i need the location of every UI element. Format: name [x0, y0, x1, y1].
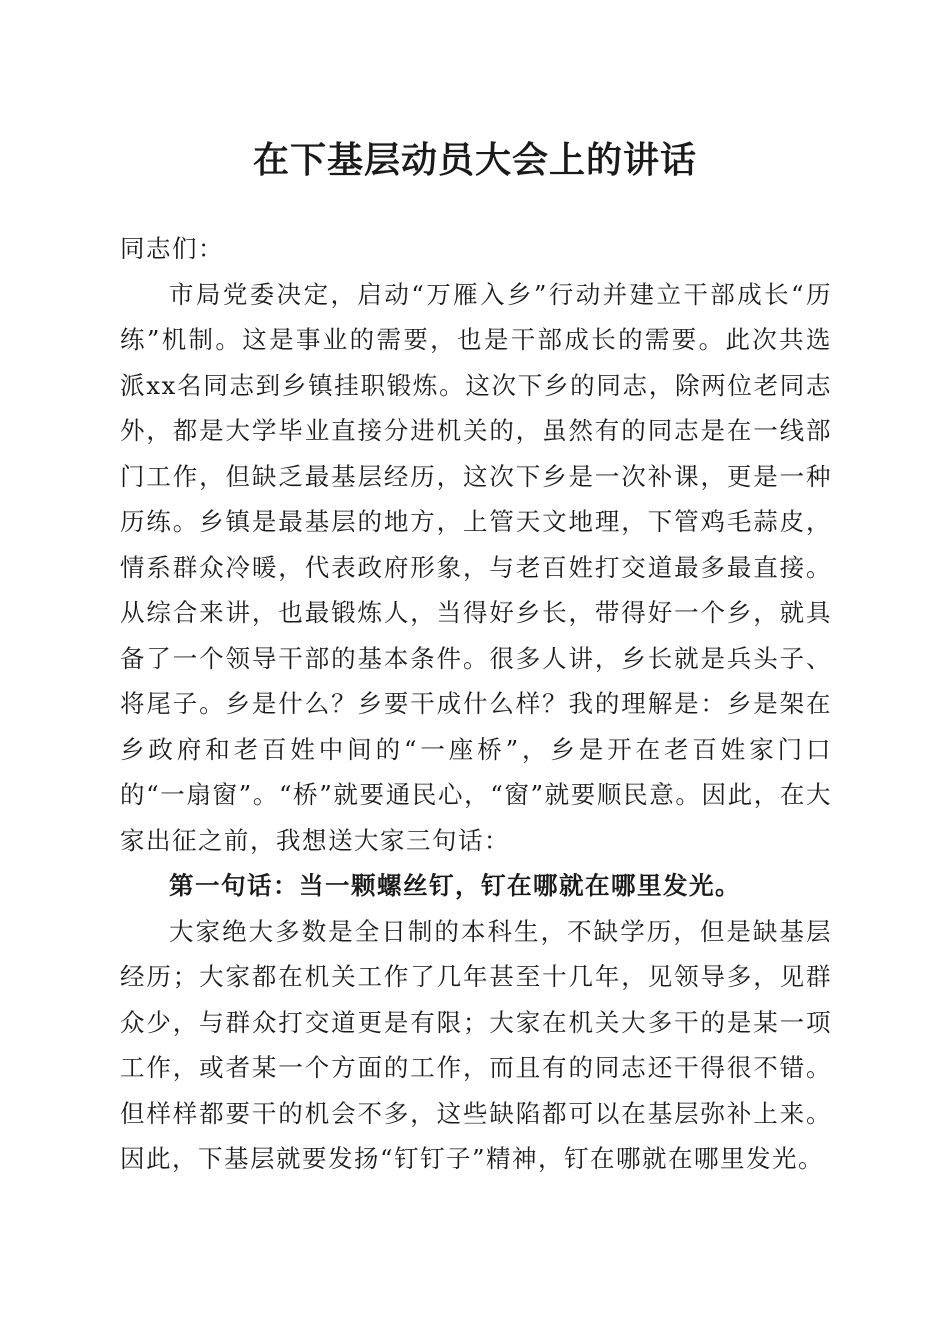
paragraph-first-sentence-body: 大家绝大多数是全日制的本科生，不缺学历，但是缺基层经历；大家都在机关工作了几年甚至十几年，见领导多，见群众少，与群众打交道更是有限；大家在机关大多干的是某一项工作，或者某一个方面的工作，而且有的同志还干得很不错。但样样都要干的机会不多，这些缺陷都可以在基层弥补上来。因此，下基层就要发扬“钉钉子”精神，钉在哪就在哪里发光。 — [120, 916, 832, 1173]
document-body — [120, 226, 832, 1182]
section-heading-first-sentence: 第一句话：当一颗螺丝钉，钉在哪就在哪里发光。 — [169, 871, 741, 900]
document-title: 在下基层动员大会上的讲话 — [252, 139, 697, 181]
salutation: 同志们： — [120, 234, 224, 263]
paragraph-intro: 市局党委决定，启动“万雁入乡”行动并建立干部成长“历练”机制。这是事业的需要，也是干部成长的需要。此次共选派xx名同志到乡镇挂职锻炼。这次下乡的同志，除两位老同志外，都是大学毕业直接分进机关的，虽然有的同志是在一线部门工作，但缺乏最基层经历，这次下乡是一次补课，更是一种历练。乡镇是最基层的地方，上管天文地理，下管鸡毛蒜皮，情系群众冷暖，代表政府形象，与老百姓打交道最多最直接。从综合来讲，也最锻炼人，当得好乡长，带得好一个乡，就具备了一个领导干部的基本条件。很多人讲，乡长就是兵头子、将尾子。乡是什么？乡要干成什么样？我的理解是：乡是架在乡政府和老百姓中间的“一座桥”，乡是开在老百姓家门口的“一扇窗”。“桥”就要通民心，“窗”就要顺民意。因此，在大家出征之前，我想送大家三句话： — [120, 279, 832, 855]
